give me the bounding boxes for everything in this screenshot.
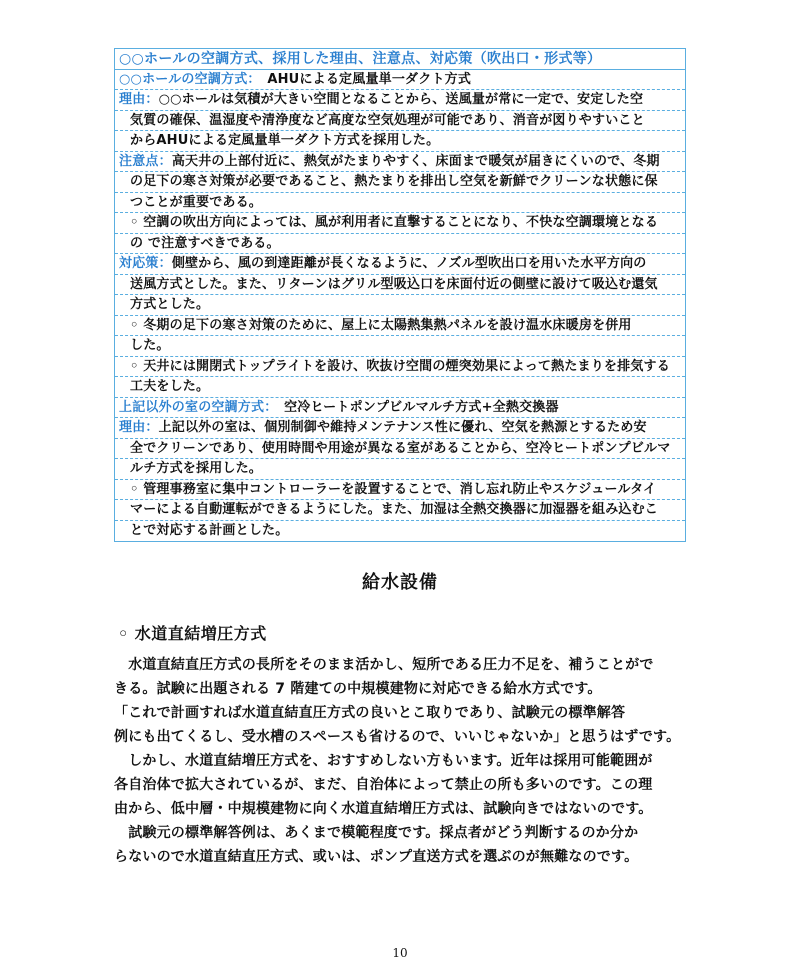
paragraph-line: しかし、水道直結増圧方式を、おすすめしない方もいます。近年は採用可能範囲が: [114, 753, 653, 769]
box-line-text: の足下の寒さ対策が必要であること、熱たまりを排出し空気を新鮮でクリーンな状態に保: [130, 174, 658, 189]
box-line-text: 高天井の上部付近に、熱気がたまりやすく、床面まで暖気が届きにくいので、冬期: [171, 153, 660, 169]
box-title: ○○ホールの空調方式、採用した理由、注意点、対応策（吹出口・形式等）: [115, 49, 685, 70]
paragraph-line: 各自治体で拡大されているが、まだ、自治体によって禁止の所も多いのです。この理: [114, 777, 653, 793]
box-line: [115, 172, 685, 193]
box-line: [115, 439, 685, 460]
box-line: [115, 480, 685, 501]
paragraph-line: 例にも出てくるし、受水槽のスペースも省けるので、いいじゃないか」と思うはずです。: [114, 729, 681, 745]
box-lines: [115, 70, 685, 542]
box-line: [115, 90, 685, 111]
box-line: [115, 357, 685, 378]
box-line-label: 対応策：: [119, 256, 172, 271]
box-line: [115, 111, 685, 132]
box-line-text: とで対応する計画とした。: [130, 522, 289, 538]
section-heading: 給水設備: [362, 572, 438, 593]
box-line: [115, 418, 685, 439]
box-line-label: 理由：: [119, 420, 159, 435]
box-line: [115, 234, 685, 255]
box-line: [115, 275, 685, 296]
box-line-text: 気質の確保、温湿度や清浄度など高度な空気処理が可能であり、消音が図りやすいこと: [130, 112, 645, 128]
paragraph-line: 由から、低中層・中規模建物に向く水道直結増圧方式は、試験向きではないのです。: [114, 801, 653, 817]
box-line: [115, 377, 685, 398]
box-line: [115, 70, 685, 91]
box-line-text: 空冷ヒートポンプビルマルチ方式+全熱交換器: [270, 399, 559, 415]
box-line-text: ルチ方式を採用した。: [130, 461, 263, 476]
box-line: [115, 131, 685, 152]
box-line-text: 送風方式とした。また、リターンはグリル型吸込口を床面付近の側壁に設けて吸込む還気: [130, 276, 658, 292]
box-line: [115, 213, 685, 234]
box-line: [115, 459, 685, 480]
box-line: [115, 193, 685, 214]
paragraph-line: 「これで計画すれば水道直結直圧方式の良いとこ取りであり、試験元の標準解答: [114, 705, 626, 721]
box-line-label: ○○ホールの空調方式：: [119, 71, 255, 87]
hvac-answer-box: [114, 48, 686, 542]
box-line-text: ◦ 冬期の足下の寒さ対策のために、屋上に太陽熱集熱パネルを設け温水床暖房を併用: [130, 317, 632, 333]
box-line-text: 工夫をした。: [130, 379, 210, 394]
box-line-text: AHUによる定風量単一ダクト方式: [254, 71, 472, 87]
box-line-text: ◦ 天井には開閉式トップライトを設け、吹抜け空間の煙突効果によって熱たまりを排気する: [130, 358, 670, 374]
paragraph-line: 試験元の標準解答例は、あくまで模範程度です。採点者がどう判断するのか分か: [114, 825, 639, 841]
box-line: [115, 295, 685, 316]
box-line: [115, 254, 685, 275]
box-line: [115, 316, 685, 337]
box-line-text: 全でクリーンであり、使用時間や用途が異なる室があることから、空冷ヒートポンプビルマ: [130, 440, 671, 456]
box-line: [115, 152, 685, 173]
box-line-text: からAHUによる定風量単一ダクト方式を採用した。: [130, 133, 440, 148]
box-line-label: 注意点：: [119, 153, 172, 169]
page-number: 10: [392, 946, 408, 960]
box-line-text: の で注意すべきである。: [130, 235, 280, 251]
box-line-text: 上記以外の室は、個別制御や維持メンテナンス性に優れ、空気を熱源とするため安: [158, 420, 647, 435]
subsection-heading: ◦ 水道直結増圧方式: [118, 624, 267, 643]
box-line-text: した。: [130, 338, 170, 353]
box-line-label: 理由：: [119, 92, 159, 107]
box-line-text: ◦ 空調の吹出方向によっては、風が利用者に直撃することになり、不快な空調環境となる: [130, 215, 659, 230]
box-line-text: マーによる自動運転ができるようにした。また、加湿は全熱交換器に加湿器を組み込むこ: [130, 502, 659, 517]
box-line-text: ○○ホールは気積が大きい空間となることから、送風量が常に一定で、安定した空: [158, 92, 644, 107]
paragraph-line: きる。試験に出題される 7 階建ての中規模建物に対応できる給水方式です。: [114, 681, 602, 697]
box-line: [115, 398, 685, 419]
box-line: [115, 336, 685, 357]
box-line-text: ◦ 管理事務室に集中コントローラーを設置することで、消し忘れ防止やスケジュールタイ: [130, 481, 657, 497]
box-line: [115, 500, 685, 521]
box-line-text: つことが重要である。: [130, 194, 263, 210]
box-line-text: 方式とした。: [130, 297, 210, 312]
box-line-text: 側壁から、風の到達距離が長くなるように、ノズル型吹出口を用いた水平方向の: [171, 256, 647, 271]
paragraph-line: らないので水道直結直圧方式、或いは、ポンプ直送方式を選ぶのが無難なのです。: [114, 849, 639, 865]
box-line: [115, 521, 685, 542]
box-line-label: 上記以外の室の空調方式：: [119, 399, 271, 415]
paragraph-line: 水道直結直圧方式の長所をそのまま活かし、短所である圧力不足を、補うことがで: [114, 657, 654, 673]
